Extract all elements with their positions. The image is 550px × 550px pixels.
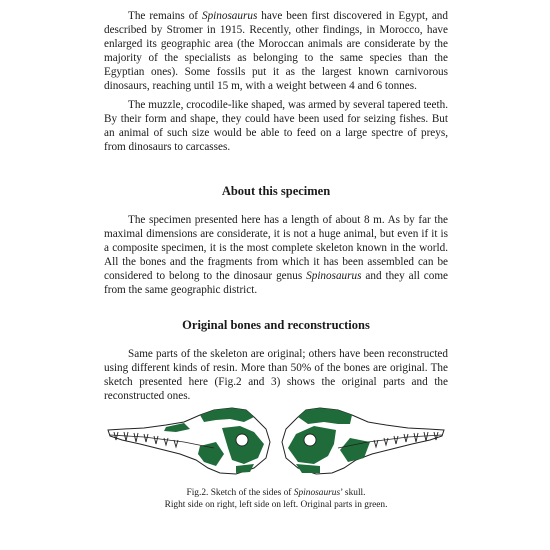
intro-paragraph-1 <box>104 9 448 94</box>
section-heading-specimen: About this specimen <box>221 184 331 198</box>
genus-name: Spinosaurus <box>306 270 362 283</box>
orbit <box>236 434 248 446</box>
text-run: The specimen presented here has a length of about 8 m. As by far the maximal dimensions are considerate, it is not a huge animal, but even if it is a composite specimen, it is the most complete skeleton known in the world. All the bones and the fragments from which it has been assembled can be considered to belong to the dinosaur genus <box>104 214 448 283</box>
intro-paragraph-2: The muzzle, crocodile-like shaped, was armed by several tapered teeth. By their form and shape, they could have been used for seizing fishes. But an animal of such size would be able to feed on a large spectre of preys, from dinosaurs to carcasses. <box>104 99 448 154</box>
text-run: The remains of <box>128 10 202 22</box>
genus-name: Spinosaurus <box>201 10 258 22</box>
orbit <box>304 434 316 446</box>
text-run: have been first discovered in Egypt, and described by Stromer in 1915. Recently, other findings, in Morocco, have enlarged its geographic area (the Moroccan animals are considerate by the majority of the specialists as belonging to the same species than the Egyptian ones). Some fossils put it as the largest known carnivorous dinosaurs, reaching until 15 m, with a weight between 4 and 6 tonnes. <box>104 10 448 93</box>
section-heading-bones: Original bones and reconstructions <box>182 318 370 332</box>
text-run: Fig.2. Sketch of the sides of <box>186 488 294 498</box>
bones-paragraph: Same parts of the skeleton are original; others have been reconstructed using different kinds of resin. More than 50% of the bones are original. The sketch presented here (Fig.2 and 3) shows the original parts and the reconstructed ones. <box>104 348 448 403</box>
genus-name: Spinosaurus <box>293 488 341 498</box>
caption-line-2: Right side on right, left side on left. Original parts in green. <box>164 500 388 510</box>
skull-sketch <box>104 402 448 484</box>
text-run: ’ skull. <box>340 488 366 498</box>
figure-caption <box>104 487 448 511</box>
original-bone <box>298 408 352 424</box>
text-run: and they all come from the same geographic district. <box>104 270 448 297</box>
specimen-paragraph <box>104 213 448 298</box>
skull-right-side <box>282 408 444 474</box>
skull-sketch-figure <box>104 402 448 484</box>
skull-left-side <box>108 408 270 474</box>
caption-line-1 <box>104 487 448 499</box>
